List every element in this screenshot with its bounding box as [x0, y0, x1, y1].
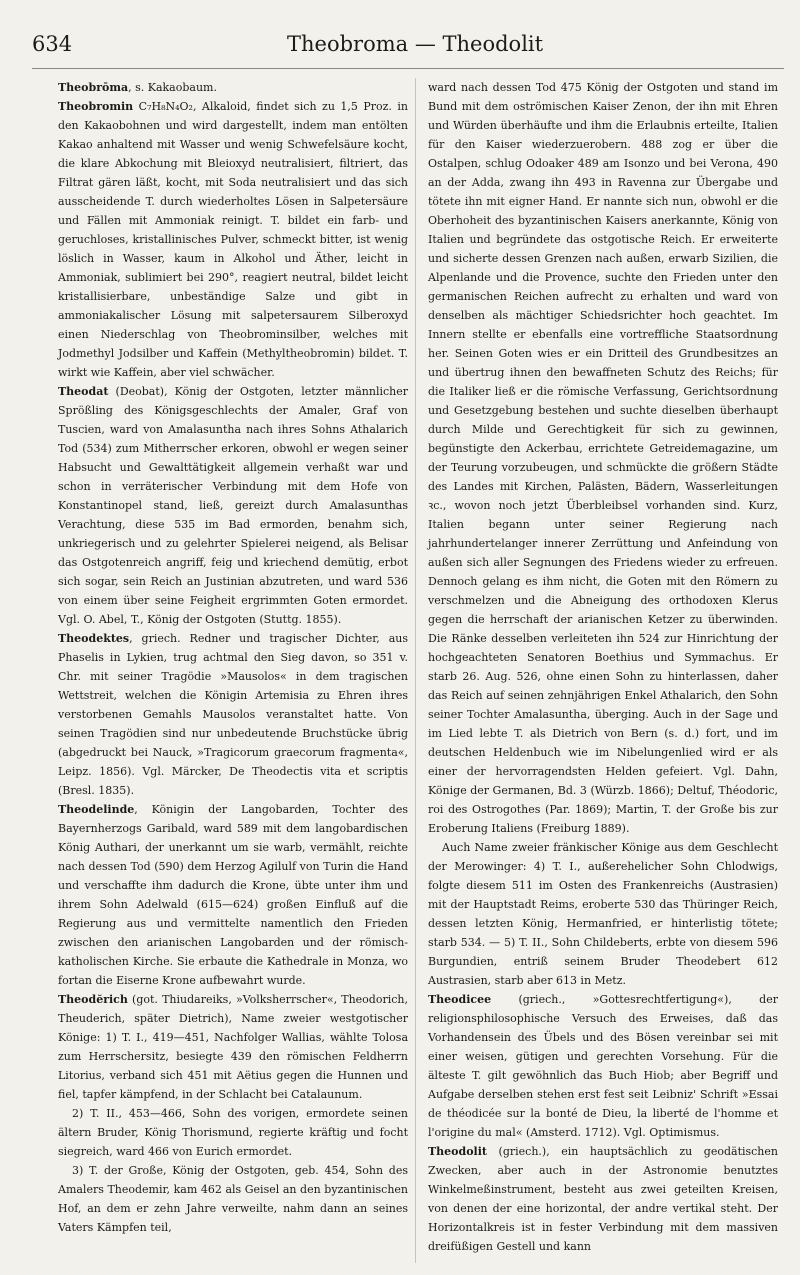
entry-text: 3) T. der Große, König der Ostgoten, geb. 454, Sohn des Amalers Theodemir, kam 462 als Geisel an den byzantinischen Hof, an dem er zehn Jahre verweilte, nahm dann an seines Vaters Kämpfen teil, [58, 1164, 408, 1234]
entry-headword: Theodektes [58, 632, 130, 645]
entry-headword: Theodat [58, 385, 109, 398]
entry-text: (got. Thiudareiks, »Volksherrscher«, Theodorich, Theuderich, später Dietrich), Name zweier westgotischer Könige: 1) T. I., 419—451, Nachfolger Wallias, wählte Tolosa zum Herrschersitz, besiegte 439 den römischen Feldherrn Litorius, verband sich 451 mit Aëtius gegen die Hunnen und fiel, tapfer kämpfend, in der Schlacht bei Catalaunum. [58, 993, 408, 1101]
dictionary-entry [58, 800, 408, 990]
entry-headword: Theodĕrich [58, 993, 128, 1006]
page-number: 634 [32, 32, 73, 56]
entry-text: (griech., »Gottesrechtfertigung«), der religionsphilosophische Versuch des Erweises, daß das Vorhandensein des Übels und des Bösen vereinbar sei mit einer weisen, gütigen und gerechten Vorsehung. Für die älteste T. gilt gewöhnlich das Buch Hiob; aber Begriff und Aufgabe derselben stehen erst fest seit Leibniz' Schrift »Essai de théodicée sur la bonté de Dieu, la liberté de l'homme et l'origine du mal« (Amsterd. 1712). Vgl. Optimismus. [428, 993, 778, 1139]
entry-paragraph [58, 1161, 408, 1237]
running-title: Theobroma — Theodolit [287, 32, 544, 56]
entry-headword: Theobrōma [58, 81, 129, 94]
entry-text: (griech.), ein hauptsächlich zu geodätischen Zwecken, aber auch in der Astronomie benutztes Winkelmeßinstrument, besteht aus zwei geteilten Kreisen, von denen der eine horizontal, der andre vertikal steht. Der Horizontalkreis ist in fester Verbindung mit dem massiven dreifüßigen Gestell und kann [428, 1145, 778, 1253]
entry-headword: Theodelinde [58, 803, 135, 816]
dictionary-entry [428, 990, 778, 1142]
column-divider [415, 78, 416, 1263]
right-column [428, 78, 778, 1256]
entry-text: Auch Name zweier fränkischer Könige aus dem Geschlecht der Merowinger: 4) T. I., außerehelicher Sohn Chlodwigs, folgte diesem 511 im Osten des Frankenreichs (Austrasien) mit der Hauptstadt Reims, eroberte 530 das Thüringer Reich, dessen letzten König, Hermanfried, er hinterlistig tötete; starb 534. — 5) T. II., Sohn Childeberts, erbte von diesem 596 Burgundien, entriß seinem Bruder Theodebert 612 Austrasien, starb aber 613 in Metz. [428, 841, 778, 987]
entry-text: , s. Kakaobaum. [128, 81, 217, 94]
dictionary-entry [428, 1142, 778, 1256]
entry-text: , griech. Redner und tragischer Dichter, aus Phaselis in Lykien, trug achtmal den Sieg davon, so 351 v. Chr. mit seiner Tragödie »Mausolos« in dem tragischen Wettstreit, welchen die Königin Artemisia zu Ehren ihres verstorbenen Gemahls Mausolos veranstaltet hatte. Von seinen Tragödien sind nur unbedeutende Bruchstücke übrig (abgedruckt bei Nauck, »Tragicorum graecorum fragmenta«, Leipz. 1856). Vgl. Märcker, De Theodectis vita et scriptis (Bresl. 1835). [58, 632, 408, 797]
entry-text: C₇H₈N₄O₂, Alkaloid, findet sich zu 1,5 Proz. in den Kakaobohnen und wird dargestellt, indem man entölten Kakao anhaltend mit Wasser und wenig Schwefelsäure kocht, die klare Abkochung mit Bleioxyd neutralisiert, filtriert, das Filtrat gären läßt, kocht, mit Soda neutralisiert und das sich ausscheidende T. durch wiederholtes Lösen in Salpetersäure und Fällen mit Ammoniak reinigt. T. bildet ein farb- und geruchloses, kristallinisches Pulver, schmeckt bitter, ist wenig löslich in Wasser, kaum in Alkohol und Äther, leicht in Ammoniak, sublimiert bei 290°, reagiert neutral, bildet leicht kristallisierbare, unbeständige Salze und gibt in ammoniakalischer Lösung mit salpetersaurem Silberoxyd einen Niederschlag von Theobrominsilber, welches mit Jodmethyl Jodsilber und Kaffein (Methyltheobromin) bildet. T. wirkt wie Kaffein, aber viel schwächer. [58, 100, 408, 379]
header-rule [32, 68, 784, 69]
dictionary-entry [58, 629, 408, 800]
entry-headword: Theodicee [428, 993, 492, 1006]
entry-headword: Theobromin [58, 100, 134, 113]
entry-paragraph [58, 1104, 408, 1161]
left-column [58, 78, 408, 1237]
dictionary-entry [58, 382, 408, 629]
entry-paragraph [428, 78, 778, 838]
dictionary-entry [58, 990, 408, 1104]
entry-paragraph [428, 838, 778, 990]
entry-text: , Königin der Langobarden, Tochter des Bayernherzogs Garibald, ward 589 mit dem langobardischen König Authari, der unerkannt um sie warb, vermählt, reichte nach dessen Tod (590) dem Herzog Agilulf von Turin die Hand und verschaffte ihm dadurch die Krone, übte unter ihm und ihrem Sohn Adelwald (615—624) großen Einfluß auf die Regierung aus und vermittelte namentlich den Frieden zwischen den arianischen Langobarden und der römisch-katholischen Kirche. Sie erbaute die Kathedrale in Monza, wo fortan die Eiserne Krone aufbewahrt wurde. [58, 803, 408, 987]
dictionary-entry [58, 97, 408, 382]
entry-text: 2) T. II., 453—466, Sohn des vorigen, ermordete seinen ältern Bruder, König Thorismund, regierte kräftig und focht siegreich, ward 466 von Eurich ermordet. [58, 1107, 408, 1158]
page-header [32, 30, 784, 66]
entry-text: ward nach dessen Tod 475 König der Ostgoten und stand im Bund mit dem oströmischen Kaiser Zenon, der ihn mit Ehren und Würden überhäufte und ihm die Erlaubnis erteilte, Italien für den Kaiser wiederzuerobern. 488 zog er über die Ostalpen, schlug Odoaker 489 am Isonzo und bei Verona, 490 an der Adda, zwang ihn 493 in Ravenna zur Übergabe und tötete ihn mit eigner Hand. Er nannte sich nun, obwohl er die Oberhoheit des byzantinischen Kaisers anerkannte, König von Italien und begründete das ostgotische Reich. Er erweiterte und sicherte dessen Grenzen nach außen, erwarb Sizilien, die Alpenlande und die Provence, suchte den Frieden unter den germanischen Reichen aufrecht zu erhalten und ward von denselben als mächtiger Schiedsrichter hoch geachtet. Im Innern stellte er ebenfalls eine vortreffliche Staatsordnung her. Seinen Goten wies er ein Dritteil des Grundbesitzes an und übertrug ihnen den bewaffneten Schutz des Reichs; für die Italiker ließ er die römische Verfassung, Gerichtsordnung und Gesetzgebung bestehen und suchte dieselben überhaupt durch Milde und Gerechtigkeit für sich zu gewinnen, begünstigte den Ackerbau, errichtete Getreidemagazine, um der Teurung vorzubeugen, und schmückte die größern Städte des Landes mit Kirchen, Palästen, Bädern, Wasserleitungen ꝛc., wovon noch jetzt Überbleibsel vorhanden sind. Kurz, Italien begann unter seiner Regierung nach jahrhundertelanger innerer Zerrüttung und Anfeindung von außen sich aller Segnungen des Friedens wieder zu erfreuen. Dennoch gelang es ihm nicht, die Goten mit den Römern zu verschmelzen und die Abneigung des orthodoxen Klerus gegen die herrschaft der arianischen Ketzer zu überwinden. Die Ränke desselben verleiteten ihn 524 zur Hinrichtung der hochgeachteten Senatoren Boethius und Symmachus. Er starb 26. Aug. 526, ohne einen Sohn zu hinterlassen, daher das Reich auf seinen zehnjährigen Enkel Athalarich, den Sohn seiner Tochter Amalasuntha, überging. Auch in der Sage und im Lied lebte T. als Dietrich von Bern (s. d.) fort, und im deutschen Heldenbuch wie im Nibelungenlied wird er als einer der hervorragendsten Helden gefeiert. Vgl. Dahn, Könige der Germanen, Bd. 3 (Würzb. 1866); Deltuf, Théodoric, roi des Ostrogothes (Par. 1869); Martin, T. der Große bis zur Eroberung Italiens (Freiburg 1889). [428, 81, 778, 835]
entry-text: (Deobat), König der Ostgoten, letzter männlicher Sprößling des Königsgeschlechts der Amaler, Graf von Tuscien, ward von Amalasuntha nach ihres Sohns Athalarich Tod (534) zum Mitherrscher erkoren, obwohl er wegen seiner Habsucht und Gewalttätigkeit allgemein verhaßt war und schon in verräterischer Verbindung mit dem Hofe von Konstantinopel stand, ließ, gereizt durch Amalasunthas Verachtung, diese 535 im Bad ermorden, benahm sich, unkriegerisch und zu gelehrter Spielerei neigend, als Belisar das Ostgotenreich angriff, feig und kriechend demütig, erbot sich sogar, sein Reich an Justinian abzutreten, und ward 536 von einem über seine Feigheit ergrimmten Goten ermordet. Vgl. O. Abel, T., König der Ostgoten (Stuttg. 1855). [58, 385, 408, 626]
text-columns [32, 78, 784, 1263]
entry-headword: Theodolit [428, 1145, 487, 1158]
dictionary-entry [58, 78, 408, 97]
